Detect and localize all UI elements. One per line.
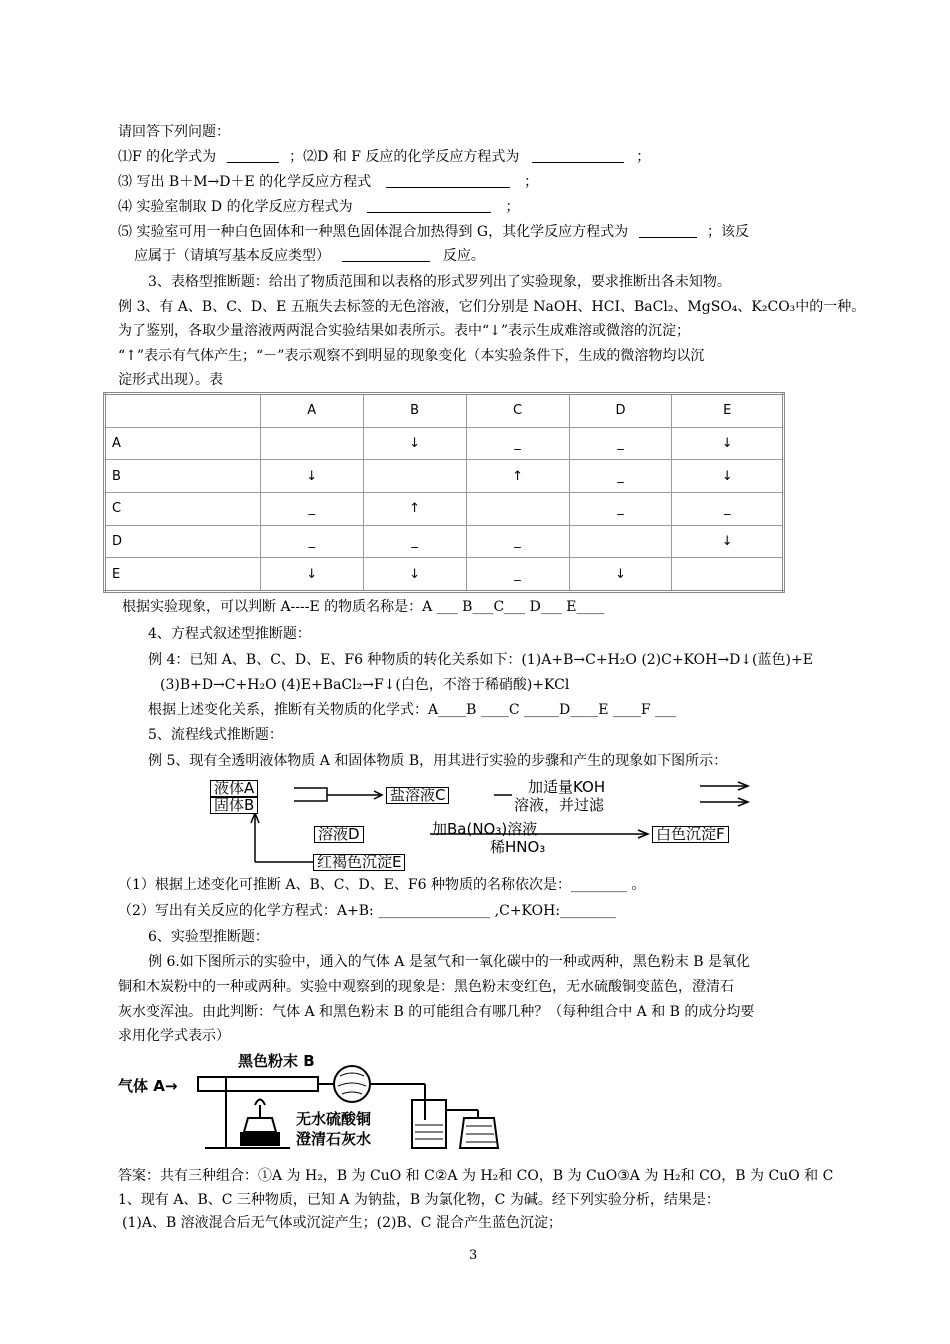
table-cell: ↓: [260, 558, 363, 592]
q5-text-d: 反应。: [442, 248, 485, 264]
section5-text: 例 5、现有全透明液体物质 A 和固体物质 B，用其进行实验的步骤和产生的现象如下图所示：: [148, 753, 728, 769]
section3-heading: 3、表格型推断题：给出了物质范围和以表格的形式罗列出了实验现象，要求推断出各未知物。: [148, 274, 731, 290]
flow-box-white-precipitate-f: 白色沉淀F: [652, 826, 729, 843]
section6-text: 灰水变浑浊。由此判断：气体 A 和黑色粉末 B 的可能组合有哪几种？（每种组合中 A 和 B 的成分均要: [118, 1004, 755, 1020]
table-cell: ↓: [672, 525, 784, 558]
flow-box-solid-b: 固体B: [210, 797, 258, 814]
flow-box-solution-d: 溶液D: [314, 826, 364, 843]
section3-text: 例 3、有 A、B、C、D、E 五瓶失去标签的无色溶液，它们分别是 NaOH、HCI、BaCl₂、MgSO₄、K₂CO₃中的一种。: [118, 299, 866, 315]
q3-text: ⑶ 写出 B＋M→D＋E 的化学反应方程式: [118, 174, 372, 190]
table-cell: _: [260, 525, 363, 558]
flow-label-koh: 加适量KOH: [528, 778, 606, 796]
section6-heading: 6、实验型推断题：: [148, 929, 269, 945]
flow-box-salt-c: 盐溶液C: [386, 787, 449, 804]
flow-box-liquid-a: 液体A: [210, 780, 258, 797]
q5-text-c: 应属于（请填写基本反应类型）: [134, 248, 330, 264]
table-cell: ↓: [260, 460, 363, 493]
section3-text: “↑”表示有气体产生；“－”表示观察不到明显的现象变化（本实验条件下，生成的微溶物均以沉: [118, 348, 705, 364]
q5-text-b: ；该反: [707, 224, 749, 240]
section5-question-1: （1）根据上述变化可推断 A、B、C、D、E、F6 种物质的名称依次是：________ 。: [118, 877, 646, 893]
q5-text: ⑸ 实验室可用一种白色固体和一种黑色固体混合加热得到 G，其化学反应方程式为: [118, 224, 629, 240]
section4-heading: 4、方程式叙述型推断题：: [148, 626, 311, 642]
label-cuso4: 无水硫酸铜: [296, 1110, 372, 1128]
section6-text: 求用化学式表示）: [118, 1028, 230, 1044]
section4-text: 例 4：已知 A、B、C、D、E、F6 种物质的转化关系如下：(1)A+B→C+H₂O (2)C+KOH→D↓(蓝色)+E: [148, 652, 813, 668]
flow-label-bano3: 加Ba(NO₃)溶液: [432, 820, 538, 838]
table-header-cell: E: [672, 394, 784, 428]
table-cell: ↓: [363, 427, 466, 460]
intro-line: 请回答下列问题：: [118, 124, 230, 140]
table-header-cell: D: [569, 394, 672, 428]
table-cell: _: [569, 492, 672, 525]
row-label: D: [105, 525, 261, 558]
table-cell: _: [569, 427, 672, 460]
section4-ask: 根据上述变化关系，推断有关物质的化学式：A____B ____C _____D____E ____F ___: [148, 702, 677, 718]
label-black-powder: 黑色粉末 B: [238, 1052, 315, 1070]
table-cell: _: [569, 460, 672, 493]
table-cell: _: [672, 492, 784, 525]
row-label: A: [105, 427, 261, 460]
table-cell: _: [363, 525, 466, 558]
table-cell: _: [466, 558, 569, 592]
table-cell: ↓: [672, 427, 784, 460]
table-header-cell: A: [260, 394, 363, 428]
next-question-line: 1、现有 A、B、C 三种物质，已知 A 为钠盐，B 为氯化物，C 为碱。经下列实验分析，结果是：: [118, 1192, 720, 1208]
page-number: 3: [469, 1248, 478, 1263]
next-question-line: (1)A、B 溶液混合后无气体或沉淀产生；(2)B、C 混合产生蓝色沉淀；: [122, 1215, 562, 1231]
section6-answer: 答案：共有三种组合：①A 为 H₂，B 为 CuO 和 C②A 为 H₂和 CO，B 为 CuO③A 为 H₂和 CO，B 为 CuO 和 C: [118, 1168, 834, 1184]
q1-part-b: ；⑵D 和 F 反应的化学反应方程式为: [289, 149, 520, 165]
flow-label-filter: 溶液，并过滤: [514, 796, 605, 814]
section5-heading: 5、流程线式推断题：: [148, 727, 283, 743]
section4-text: (3)B+D→C+H₂O (4)E+BaCl₂→F↓(白色，不溶于稀硝酸)+KCl: [160, 677, 570, 693]
table-cell: ↓: [672, 460, 784, 493]
table-cell: ↑: [363, 492, 466, 525]
table-header-cell: C: [466, 394, 569, 428]
q4-semicolon: ；: [505, 199, 520, 215]
row-label: E: [105, 558, 261, 592]
table-cell: _: [260, 492, 363, 525]
row-label: B: [105, 460, 261, 493]
q4-text: ⑷ 实验室制取 D 的化学反应方程式为: [118, 199, 353, 215]
table-cell: ↓: [363, 558, 466, 592]
section5-question-2: （2）写出有关反应的化学方程式：A+B: ________________ ,C+KOH:________: [118, 903, 617, 919]
flow-label-hno3: 稀HNO₃: [490, 838, 546, 856]
section6-text: 例 6.如下图所示的实验中，通入的气体 A 是氢气和一氧化碳中的一种或两种，黑色粉末 B 是氧化: [148, 954, 751, 970]
table-cell: _: [466, 525, 569, 558]
section3-answer: 根据实验现象，可以判断 A----E 的物质名称是：A ___ B___C___ D___ E____: [122, 599, 605, 615]
q1-part-a: ⑴F 的化学式为: [118, 149, 217, 165]
section6-text: 铜和木炭粉中的一种或两种。实验中观察到的现象是：黑色粉末变红色，无水硫酸铜变蓝色，澄清石: [118, 979, 734, 995]
table-cell: ↓: [569, 558, 672, 592]
flow-box-red-precipitate-e: 红褐色沉淀E: [313, 854, 405, 871]
q1-semicolon: ；: [636, 149, 651, 165]
q3-semicolon: ；: [524, 174, 539, 190]
section3-text: 淀形式出现）。表: [118, 372, 223, 388]
table-cell: ↑: [466, 460, 569, 493]
table-header-cell: B: [363, 394, 466, 428]
label-limewater: 澄清石灰水: [296, 1130, 372, 1148]
table-cell: _: [466, 427, 569, 460]
row-label: C: [105, 492, 261, 525]
label-gas-a: 气体 A→: [118, 1077, 178, 1095]
section3-text: 为了鉴别，各取少量溶液两两混合实验结果如表所示。表中“↓”表示生成难溶或微溶的沉淀；: [118, 323, 691, 339]
